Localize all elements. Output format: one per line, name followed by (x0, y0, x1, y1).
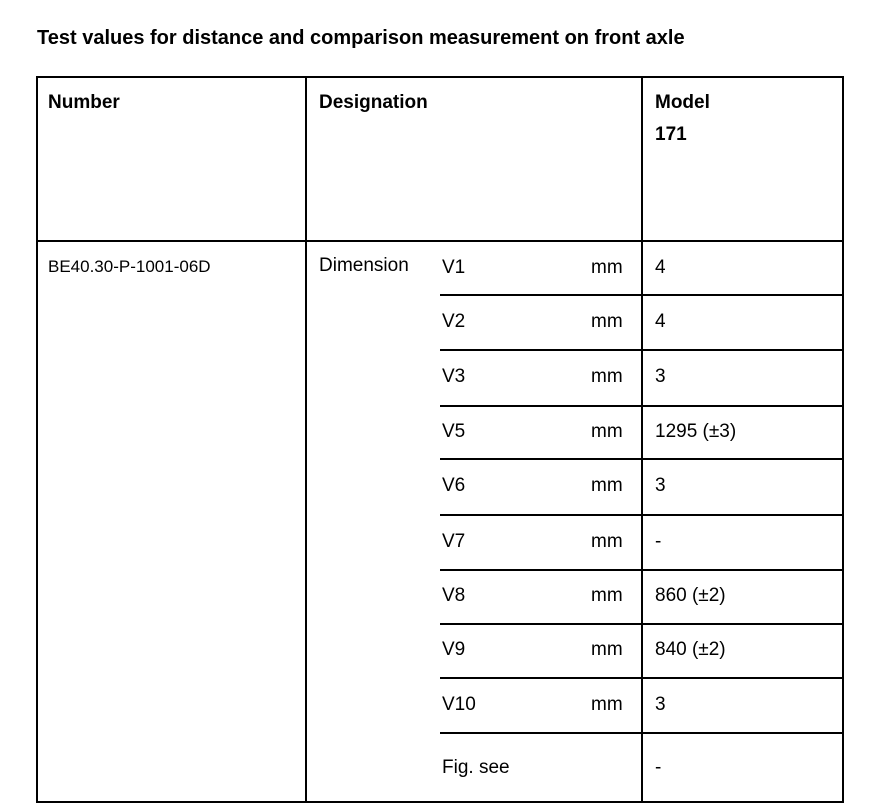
header-model: Model (655, 92, 710, 113)
dimension-unit: mm (591, 585, 623, 606)
dimension-unit: mm (591, 694, 623, 715)
dimension-value: 1295 (±3) (655, 421, 737, 442)
dimension-label: V7 (442, 531, 466, 552)
dimension-unit: mm (591, 531, 623, 552)
row-divider (440, 732, 842, 734)
dimension-label: V9 (442, 639, 466, 660)
row-divider (440, 349, 842, 351)
dimension-value: 3 (655, 694, 666, 715)
dimension-value: - (655, 531, 662, 552)
row-divider (440, 569, 842, 571)
column-divider (305, 78, 307, 801)
dimension-label: V1 (442, 257, 466, 278)
dimension-value: 4 (655, 257, 666, 278)
row-number: BE40.30-P-1001-06D (48, 257, 211, 276)
dimension-value: 860 (±2) (655, 585, 726, 606)
header-model-number: 171 (655, 124, 687, 145)
dimension-unit: mm (591, 421, 623, 442)
row-divider (440, 458, 842, 460)
row-designation: Dimension (319, 255, 409, 276)
dimension-label: V10 (442, 694, 476, 715)
dimension-value: 3 (655, 475, 666, 496)
dimension-value: - (655, 757, 662, 778)
dimension-label: V3 (442, 366, 466, 387)
dimension-unit: mm (591, 366, 623, 387)
header-number: Number (48, 92, 120, 113)
column-divider (641, 78, 643, 801)
header-divider (38, 240, 842, 242)
dimension-unit: mm (591, 639, 623, 660)
dimension-unit: mm (591, 257, 623, 278)
dimension-unit: mm (591, 311, 623, 332)
dimension-unit: mm (591, 475, 623, 496)
row-divider (440, 677, 842, 679)
test-values-table (36, 76, 844, 803)
row-divider (440, 405, 842, 407)
dimension-value: 840 (±2) (655, 639, 726, 660)
row-divider (440, 514, 842, 516)
page-title: Test values for distance and comparison measurement on front axle (37, 27, 685, 49)
row-divider (440, 623, 842, 625)
dimension-label: V8 (442, 585, 466, 606)
dimension-value: 4 (655, 311, 666, 332)
dimension-value: 3 (655, 366, 666, 387)
dimension-label: V2 (442, 311, 466, 332)
header-designation: Designation (319, 92, 428, 113)
dimension-label: V6 (442, 475, 466, 496)
dimension-label: V5 (442, 421, 466, 442)
dimension-label: Fig. see (442, 757, 510, 778)
row-divider (440, 294, 842, 296)
